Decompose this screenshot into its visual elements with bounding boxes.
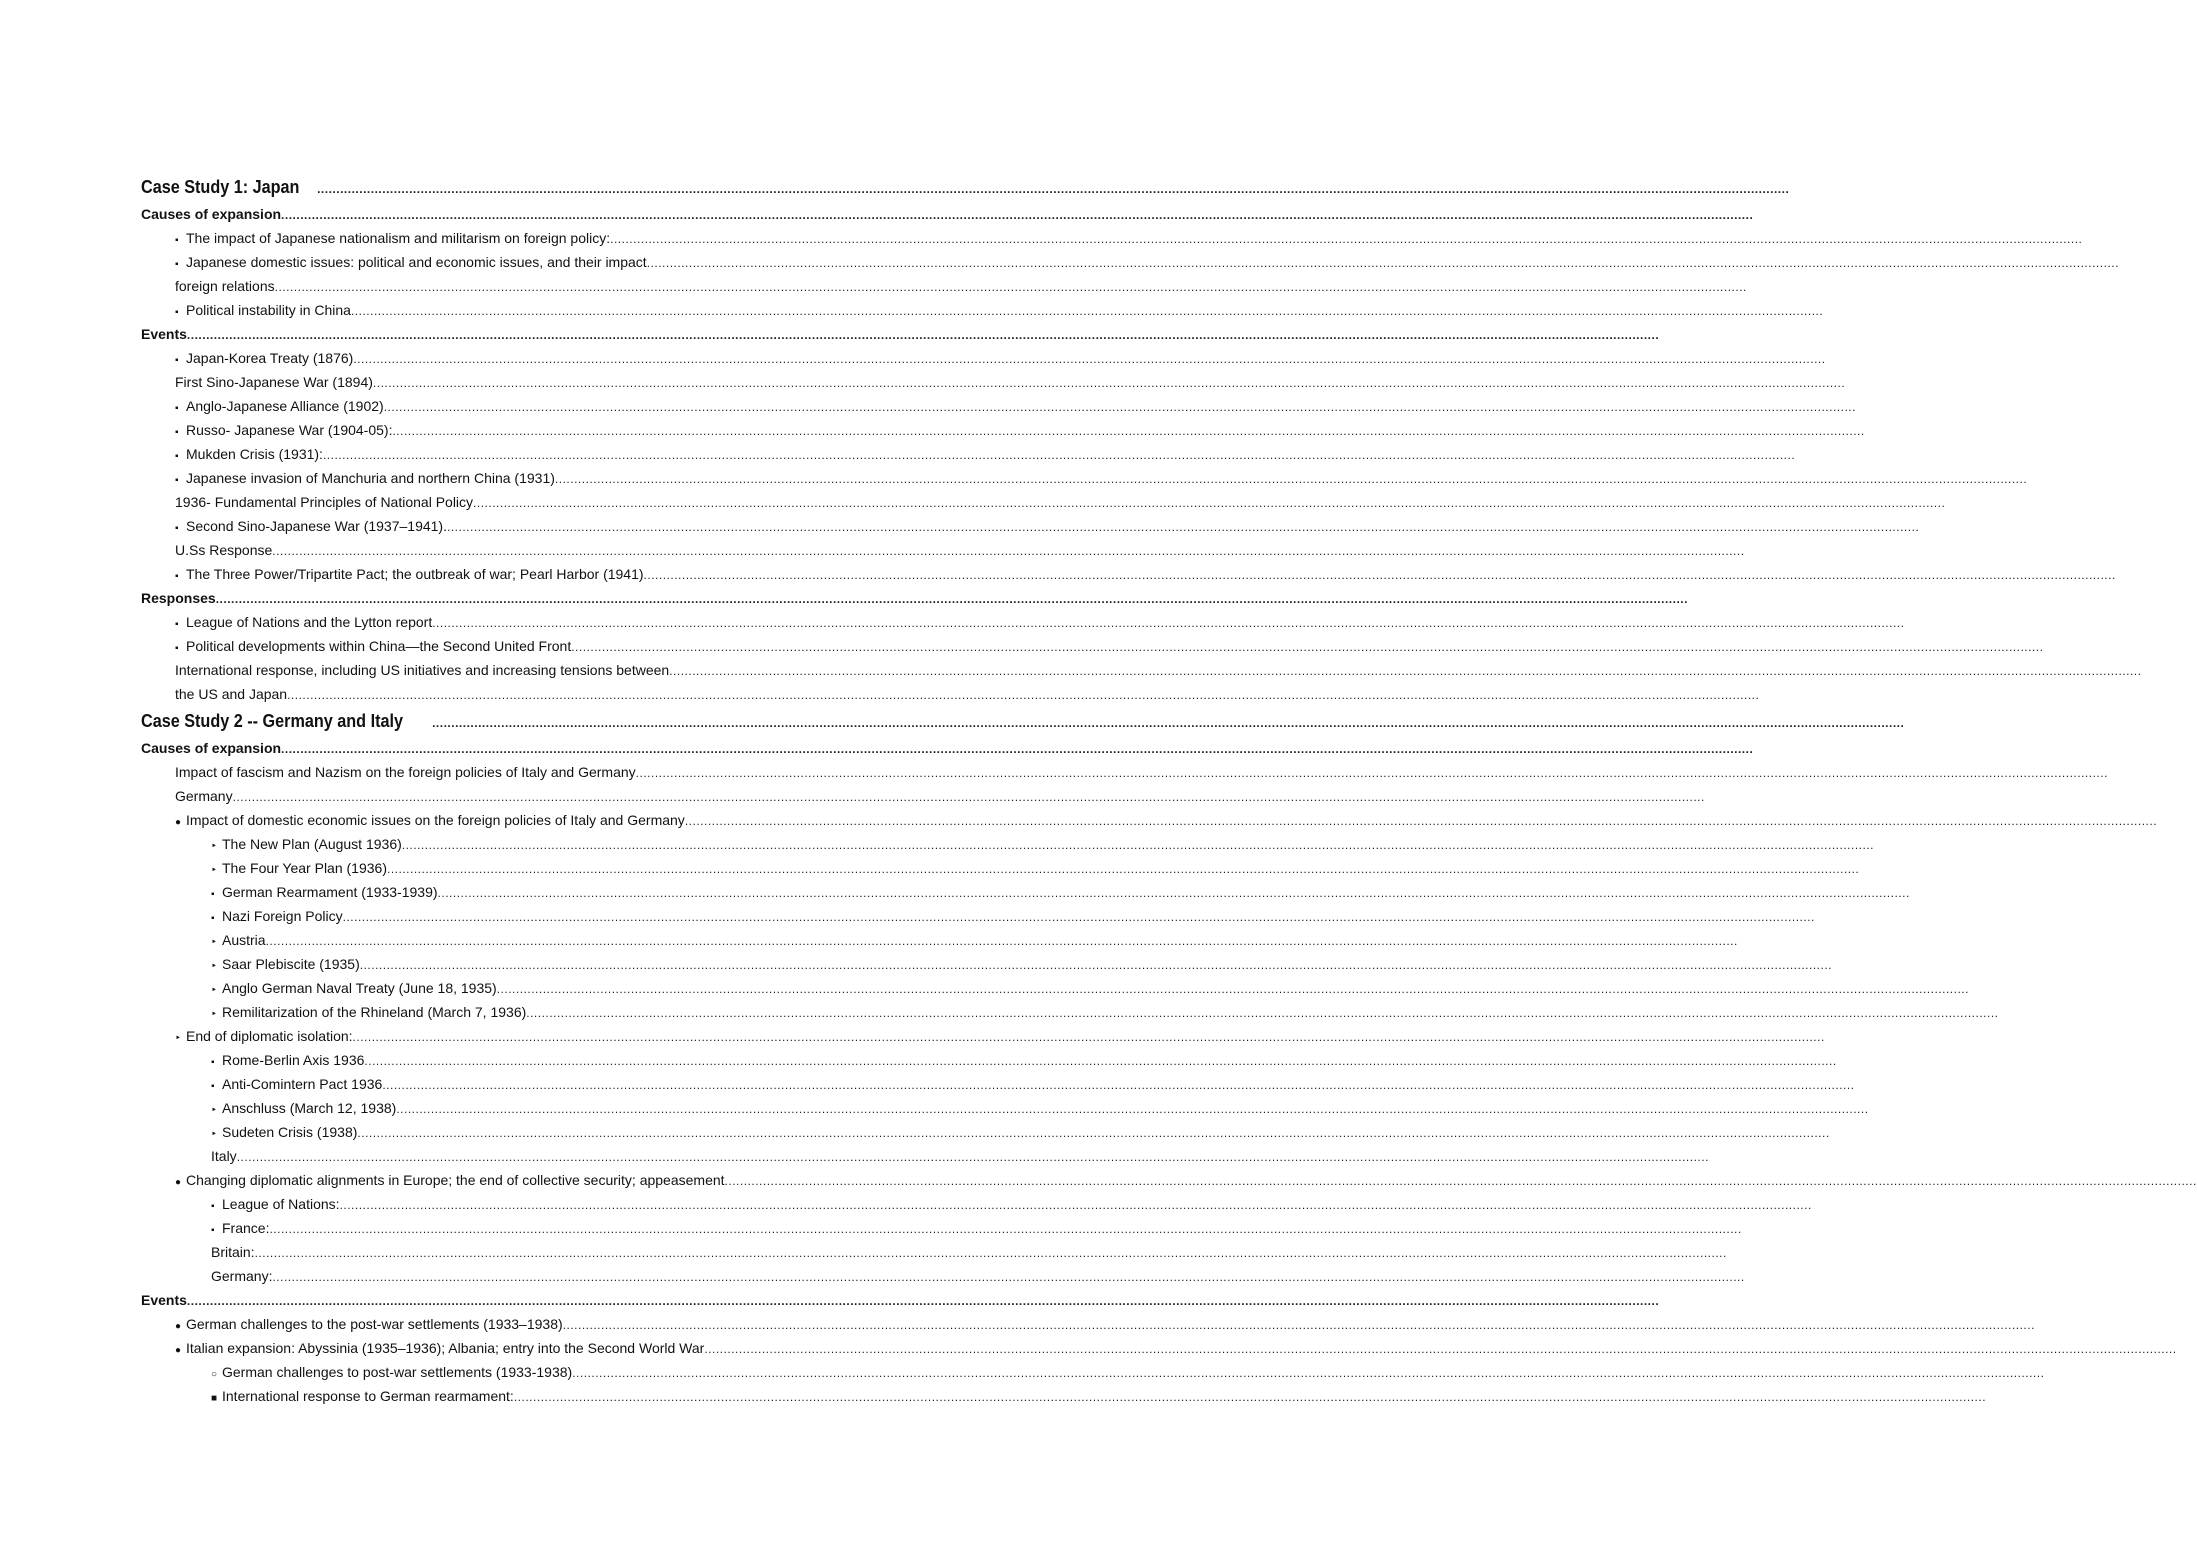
toc-entry-text: Political developments within China—the Second United Front [186,638,572,654]
toc-entry[interactable] [141,1216,1742,1240]
toc-entry[interactable] [141,928,1738,952]
toc-entry[interactable] [141,1168,2197,1192]
dot-leader: ................................................................................................................................................................................................................................................................................................................................................................................................ [287,688,1760,702]
toc-entry[interactable] [141,1072,1855,1096]
dot-leader: ................................................................................................................................................................................................................................................................................................................................................................................................ [342,910,1815,924]
toc-entry[interactable] [141,490,1946,514]
dot-leader: ................................................................................................................................................................................................................................................................................................................................................................................................ [274,280,1747,294]
bullet-icon: ▪ [175,571,179,582]
dot-leader: ................................................................................................................................................................................................................................................................................................................................................................................................ [526,1006,1999,1020]
dot-leader: ................................................................................................................................................................................................................................................................................................................................................................................................ [372,376,1846,390]
toc-entry-text: Russo- Japanese War (1904-05): [186,422,393,438]
toc-entry[interactable] [141,706,1905,736]
toc-entry[interactable] [141,418,1865,442]
toc-entry[interactable] [141,562,2116,586]
toc-entry[interactable] [141,1192,1812,1216]
toc-entry-text: Responses [141,590,216,606]
toc-entry-text: Italian expansion: Abyssinia (1935–1936); Albania; entry into the Second World War [186,1340,705,1356]
toc-entry-text: Impact of fascism and Nazism on the foreign policies of Italy and Germany [175,764,636,780]
dot-leader: ................................................................................................................................................................................................................................................................................................................................................................................................ [496,982,1969,996]
dot-leader: ................................................................................................................................................................................................................................................................................................................................................................................................ [392,424,1865,438]
bullet-icon: ▪ [211,1057,215,1068]
toc-entry-text: The impact of Japanese nationalism and militarism on foreign policy: [186,230,611,246]
toc-entry[interactable] [141,442,1796,466]
toc-entry[interactable] [141,322,1660,346]
toc-entry-text: Causes of expansion [141,206,282,222]
toc-entry[interactable] [141,250,2119,274]
bullet-icon: ▪ [175,451,179,462]
bullet-icon: ‣ [175,1033,181,1044]
dot-leader: ................................................................................................................................................................................................................................................................................................................................................................................................ [401,838,1875,852]
toc-entry-text: Political instability in China [186,302,351,318]
toc-entry-text: Rome-Berlin Axis 1936 [222,1052,365,1068]
dot-leader: ................................................................................................................................................................................................................................................................................................................................................................................................ [446,520,1920,534]
bullet-icon: ‣ [211,961,217,972]
toc-entry-text: German Rearmament (1933-1939) [222,884,438,900]
toc-entry-text: International response to German rearmament: [222,1388,514,1404]
bullet-icon: ▪ [175,427,179,438]
toc-entry[interactable] [141,832,1875,856]
toc-entry-text: Mukden Crisis (1931): [186,446,323,462]
dot-leader: ................................................................................................................................................................................................................................................................................................................................................................................................ [473,496,1946,510]
dot-leader: ................................................................................................................................................................................................................................................................................................................................................................................................ [704,1342,2177,1356]
dot-leader: ................................................................................................................................................................................................................................................................................................................................................................................................ [643,568,2116,582]
toc-entry-text: Changing diplomatic alignments in Europe; the end of collective security; appeasement [186,1172,725,1188]
toc-entry-text: France: [222,1220,270,1236]
toc-entry-text: League of Nations and the Lytton report [186,614,433,630]
bullet-icon: ● [175,1321,182,1332]
toc-entry-text: End of diplomatic isolation: [186,1028,353,1044]
bullet-icon: ▪ [211,1225,215,1236]
bullet-icon: ▪ [175,355,179,366]
bullet-icon: ‣ [211,865,217,876]
dot-leader: ................................................................................................................................................................................................................................................................................................................................................................................................ [317,182,1790,196]
dot-leader: ................................................................................................................................................................................................................................................................................................................................................................................................ [572,1366,2045,1380]
toc-entry-text: Second Sino-Japanese War (1937–1941). [186,518,447,534]
toc-entry[interactable] [141,880,1910,904]
bullet-icon: ▪ [175,619,179,630]
toc-entry-text: Germany [175,788,233,804]
toc-entry[interactable] [141,514,1920,538]
bullet-icon: ● [175,1177,182,1188]
dot-leader: ................................................................................................................................................................................................................................................................................................................................................................................................ [353,352,1826,366]
dot-leader: ................................................................................................................................................................................................................................................................................................................................................................................................ [562,1318,2035,1332]
toc-entry-text: Austria [222,932,266,948]
dot-leader: ................................................................................................................................................................................................................................................................................................................................................................................................ [382,1078,1855,1092]
toc-entry[interactable] [141,298,1824,322]
toc-entry[interactable] [141,784,1705,808]
dot-leader: ................................................................................................................................................................................................................................................................................................................................................................................................ [359,958,1832,972]
dot-leader: ................................................................................................................................................................................................................................................................................................................................................................................................ [635,766,2108,780]
toc-entry[interactable] [141,586,1688,610]
toc-entry[interactable] [141,1240,1727,1264]
toc-entry[interactable] [141,976,1969,1000]
dot-leader: ................................................................................................................................................................................................................................................................................................................................................................................................ [684,814,2158,828]
dot-leader: ................................................................................................................................................................................................................................................................................................................................................................................................ [352,1030,1825,1044]
toc-entry-text: German challenges to the post-war settlements (1933–1938) [186,1316,563,1332]
bullet-icon: ▪ [211,1201,215,1212]
bullet-icon: ‣ [211,985,217,996]
dot-leader: ................................................................................................................................................................................................................................................................................................................................................................................................ [432,616,1905,630]
dot-leader: ................................................................................................................................................................................................................................................................................................................................................................................................ [357,1126,1830,1140]
toc-entry[interactable] [141,466,2028,490]
bullet-icon: ● [175,1345,182,1356]
dot-leader: ................................................................................................................................................................................................................................................................................................................................................................................................ [669,664,2142,678]
toc-entry[interactable] [141,172,1790,202]
dot-leader: ................................................................................................................................................................................................................................................................................................................................................................................................ [350,304,1824,318]
bullet-icon: ▪ [175,259,179,270]
toc-entry[interactable] [141,370,1846,394]
bullet-icon: ‣ [211,1105,217,1116]
toc-entry-text: Anglo-Japanese Alliance (1902) [186,398,384,414]
dot-leader: ................................................................................................................................................................................................................................................................................................................................................................................................ [322,448,1796,462]
toc-entry[interactable] [141,904,1815,928]
dot-leader: ................................................................................................................................................................................................................................................................................................................................................................................................ [272,544,1745,558]
toc-entry-text: Events [141,326,187,342]
toc-entry[interactable] [141,1384,1987,1408]
toc-entry[interactable] [141,952,1832,976]
table-of-contents [141,172,2197,1408]
toc-entry[interactable] [141,1024,1825,1048]
dot-leader: ................................................................................................................................................................................................................................................................................................................................................................................................ [232,790,1705,804]
toc-entry-text: Anti-Comintern Pact 1936 [222,1076,383,1092]
toc-entry-text: Japanese domestic issues: political and economic issues, and their impact [186,254,647,270]
dot-leader: ................................................................................................................................................................................................................................................................................................................................................................................................ [610,232,2083,246]
toc-entry[interactable] [141,1312,2035,1336]
toc-entry-text: Case Study 2 -- Germany and Italy [141,711,403,731]
toc-entry-text: International response, including US initiatives and increasing tensions between [175,662,670,678]
toc-entry-text: Saar Plebiscite (1935) [222,956,360,972]
dot-leader: ................................................................................................................................................................................................................................................................................................................................................................................................ [281,742,1754,756]
toc-entry[interactable] [141,274,1747,298]
bullet-icon: ▪ [175,403,179,414]
bullet-icon: ‣ [211,1129,217,1140]
dot-leader: ................................................................................................................................................................................................................................................................................................................................................................................................ [383,400,1856,414]
toc-entry[interactable] [141,1264,1745,1288]
dot-leader: ................................................................................................................................................................................................................................................................................................................................................................................................ [186,1294,1660,1308]
toc-entry[interactable] [141,736,1754,760]
dot-leader: ................................................................................................................................................................................................................................................................................................................................................................................................ [281,208,1754,222]
dot-leader: ................................................................................................................................................................................................................................................................................................................................................................................................ [236,1150,1709,1164]
bullet-icon: ▪ [211,913,215,924]
bullet-icon: ‣ [211,841,217,852]
toc-entry[interactable] [141,1096,1869,1120]
bullet-icon: ▪ [211,1081,215,1092]
dot-leader: ................................................................................................................................................................................................................................................................................................................................................................................................ [364,1054,1837,1068]
toc-entry-text: Britain: [211,1244,255,1260]
dot-leader: ................................................................................................................................................................................................................................................................................................................................................................................................ [396,1102,1869,1116]
dot-leader: ................................................................................................................................................................................................................................................................................................................................................................................................ [186,328,1660,342]
toc-entry[interactable] [141,1288,1660,1312]
toc-entry-text: 1936- Fundamental Principles of National Policy [175,494,474,510]
bullet-icon: ▪ [175,235,179,246]
toc-entry-text: Remilitarization of the Rhineland (March 7, 1936) [222,1004,527,1020]
bullet-icon: ‣ [211,1009,217,1020]
toc-entry-text: Anschluss (March 12, 1938) [222,1100,397,1116]
dot-leader: ................................................................................................................................................................................................................................................................................................................................................................................................ [339,1198,1812,1212]
toc-entry[interactable] [141,1360,2045,1384]
toc-entry-text: Anglo German Naval Treaty (June 18, 1935) [222,980,497,996]
toc-entry-text: U.Ss Response [175,542,273,558]
bullet-icon: ▪ [175,523,179,534]
toc-entry-text: Case Study 1: Japan [141,177,300,197]
dot-leader: ................................................................................................................................................................................................................................................................................................................................................................................................ [437,886,1910,900]
toc-entry-text: League of Nations: [222,1196,340,1212]
toc-entry[interactable] [141,760,2108,784]
toc-entry-text: Sudeten Crisis (1938) [222,1124,358,1140]
toc-entry-text: Italy [211,1148,237,1164]
dot-leader: ................................................................................................................................................................................................................................................................................................................................................................................................ [387,862,1860,876]
toc-entry[interactable] [141,1048,1837,1072]
dot-leader: ................................................................................................................................................................................................................................................................................................................................................................................................ [254,1246,1727,1260]
toc-entry[interactable] [141,1336,2177,1360]
dot-leader: ................................................................................................................................................................................................................................................................................................................................................................................................ [269,1222,1742,1236]
toc-entry-text: First Sino-Japanese War (1894) [175,374,373,390]
toc-entry-text: Events [141,1292,187,1308]
toc-entry-text: Causes of expansion [141,740,282,756]
dot-leader: ................................................................................................................................................................................................................................................................................................................................................................................................ [646,256,2119,270]
toc-entry-text: Japanese invasion of Manchuria and northern China (1931) [186,470,555,486]
dot-leader: ................................................................................................................................................................................................................................................................................................................................................................................................ [554,472,2028,486]
toc-entry-text: Impact of domestic economic issues on the foreign policies of Italy and Germany [186,812,685,828]
dot-leader: ................................................................................................................................................................................................................................................................................................................................................................................................ [265,934,1738,948]
toc-entry-text: Japan-Korea Treaty (1876) [186,350,354,366]
dot-leader: ................................................................................................................................................................................................................................................................................................................................................................................................ [432,716,1905,730]
toc-entry-text: Nazi Foreign Policy [222,908,343,924]
dot-leader: ................................................................................................................................................................................................................................................................................................................................................................................................ [513,1390,1987,1404]
toc-entry[interactable] [141,1144,1709,1168]
toc-entry[interactable] [141,394,1856,418]
bullet-icon: ▪ [211,889,215,900]
toc-entry-text: Germany: [211,1268,273,1284]
bullet-icon: ▪ [175,643,179,654]
toc-entry[interactable] [141,202,1754,226]
bullet-icon: ● [175,817,182,828]
toc-entry[interactable] [141,346,1826,370]
toc-entry-text: The New Plan (August 1936) [222,836,402,852]
dot-leader: ................................................................................................................................................................................................................................................................................................................................................................................................ [215,592,1688,606]
bullet-icon: ○ [211,1369,218,1380]
toc-entry[interactable] [141,856,1860,880]
toc-entry-text: the US and Japan [175,686,288,702]
toc-entry[interactable] [141,634,2044,658]
toc-entry[interactable] [141,538,1745,562]
toc-entry[interactable] [141,226,2083,250]
dot-leader: ................................................................................................................................................................................................................................................................................................................................................................................................ [724,1174,2197,1188]
toc-entry[interactable] [141,1000,1999,1024]
toc-entry-text: The Three Power/Tripartite Pact; the outbreak of war; Pearl Harbor (1941) [186,566,644,582]
toc-entry-text: German challenges to post-war settlements (1933-1938) [222,1364,573,1380]
bullet-icon: ‣ [211,937,217,948]
toc-entry[interactable] [141,610,1905,634]
toc-entry-text: The Four Year Plan (1936) [222,860,387,876]
toc-entry[interactable] [141,658,2142,682]
toc-entry[interactable] [141,808,2158,832]
bullet-icon: ▪ [175,307,179,318]
toc-entry[interactable] [141,682,1760,706]
bullet-icon: ■ [211,1393,218,1404]
toc-entry[interactable] [141,1120,1830,1144]
toc-entry-text: foreign relations [175,278,275,294]
dot-leader: ................................................................................................................................................................................................................................................................................................................................................................................................ [571,640,2044,654]
dot-leader: ................................................................................................................................................................................................................................................................................................................................................................................................ [272,1270,1745,1284]
bullet-icon: ▪ [175,475,179,486]
